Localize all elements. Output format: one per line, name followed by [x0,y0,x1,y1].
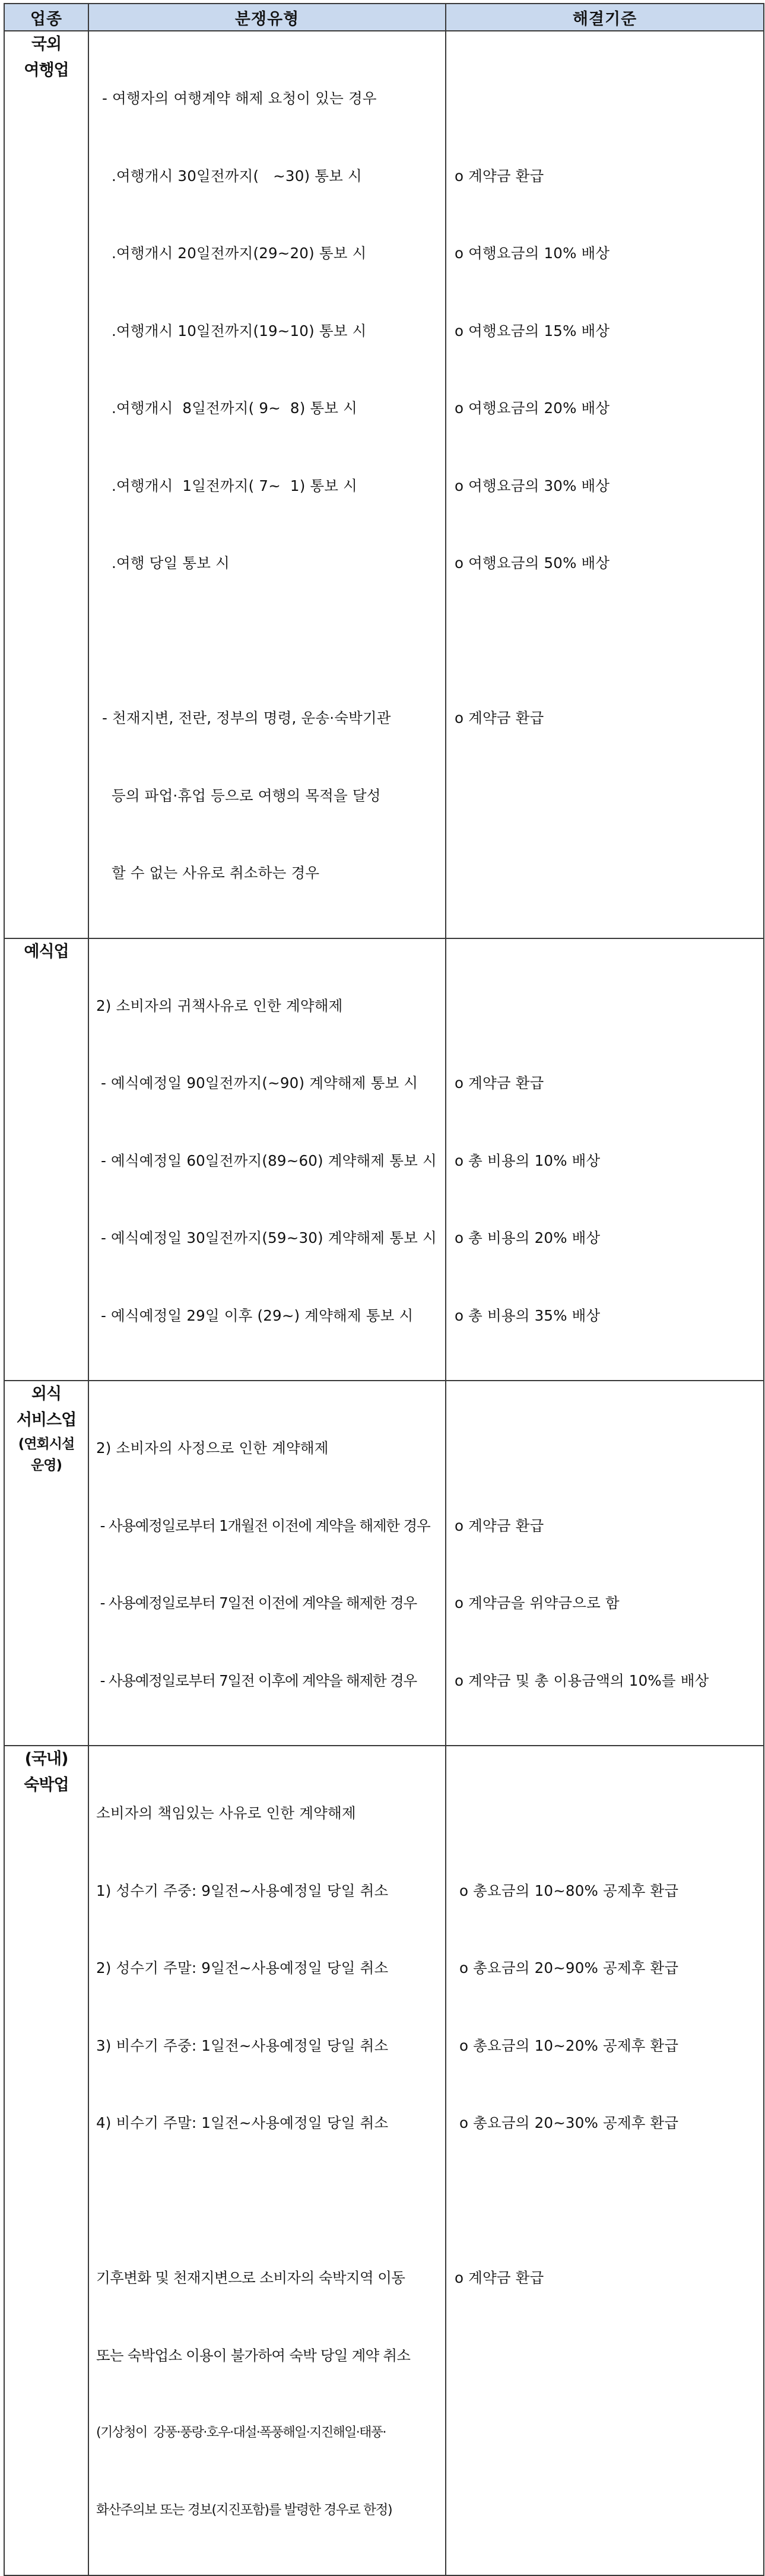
dispute-list [89,939,445,1381]
dispute-line: 화산주의보 또는 경보(지진포함)를 발령한 경우로 한정) [96,2502,392,2518]
resolution-line: o 계약금 환급 [455,1517,544,1534]
resolution-line: o 계약금 환급 [455,2269,544,2286]
resolution-line: o 계약금을 위약금으로 함 [455,1594,620,1611]
resolution-line: o 계약금 환급 [455,1074,544,1092]
header-resolution: 해결기준 [446,4,764,31]
dispute-line: 할 수 없는 사유로 취소하는 경우 [102,864,320,881]
dispute-line: (기상청이 강풍·풍랑·호우·대설·폭풍해일·지진해일·태풍· [96,2425,386,2440]
dispute-line: 2) 소비자의 사정으로 인한 계약해제 [96,1439,329,1457]
dispute-cell [88,31,446,938]
industry-label: 여행업 [24,61,69,80]
header-row [4,4,764,31]
table-row [4,1381,764,1746]
dispute-cell [88,938,446,1381]
industry-label: 국외 [31,35,62,53]
dispute-line: 3) 비수기 주중: 1일전~사용예정일 당일 취소 [96,2036,389,2054]
resolution-cell [446,1746,764,2575]
dispute-line: - 천재지변, 전란, 정부의 명령, 운송·숙박기관 [102,709,391,727]
resolution-line: o 여행요금의 20% 배상 [455,399,610,417]
resolution-cell [446,938,764,1381]
dispute-line: 소비자의 책임있는 사유로 인한 계약해제 [96,1804,356,1822]
dispute-line: - 예식예정일 29일 이후 (29~) 계약해제 통보 시 [96,1306,414,1324]
resolution-line: o 여행요금의 50% 배상 [455,554,610,572]
dispute-line: 또는 숙박업소 이용이 불가하여 숙박 당일 계약 취소 [96,2346,411,2364]
industry-label: 예식업 [24,942,69,961]
dispute-list [89,31,445,938]
resolution-line [455,1800,763,1826]
dispute-line: - 여행자의 여행계약 해제 요청이 있는 경우 [102,90,377,107]
industry-sublabel: (연회시설 [18,1436,75,1452]
resolution-line: o 여행요금의 30% 배상 [455,477,610,494]
dispute-line: - 사용예정일로부터 1개월전 이전에 계약을 해제한 경우 [96,1517,430,1534]
header-industry: 업종 [4,4,88,31]
resolution-line [455,1435,763,1461]
dispute-cell [88,1746,446,2575]
dispute-line: 2) 성수기 주말: 9일전~사용예정일 당일 취소 [96,1959,389,1977]
resolution-list [446,1746,763,2343]
dispute-line: 4) 비수기 주말: 1일전~사용예정일 당일 취소 [96,2114,389,2131]
resolution-line: o 총요금의 20~90% 공제후 환급 [455,1959,679,1977]
dispute-line: - 사용예정일로부터 7일전 이후에 계약을 해제한 경우 [96,1671,417,1689]
dispute-line: - 예식예정일 30일전까지(59~30) 계약해제 통보 시 [96,1229,437,1246]
resolution-line: o 총 비용의 35% 배상 [455,1306,601,1324]
resolution-line [455,85,763,112]
dispute-list [89,1381,445,1745]
resolution-line: o 총요금의 10~80% 공제후 환급 [455,1882,679,1899]
dispute-line: .여행개시 30일전까지( ~30) 통보 시 [102,167,362,185]
dispute-line: 2) 소비자의 귀책사유로 인한 계약해제 [96,997,343,1014]
resolution-line: o 총 비용의 10% 배상 [455,1151,601,1169]
resolution-list [446,31,763,783]
industry-cell [4,31,88,938]
resolution-line: o 총요금의 10~20% 공제후 환급 [455,2036,679,2054]
resolution-cell [446,31,764,938]
resolution-list [446,939,763,1381]
dispute-line: 등의 파업·휴업 등으로 여행의 목적을 달성 [102,786,381,804]
dispute-line: .여행개시 10일전까지(19~10) 통보 시 [102,322,367,340]
dispute-resolution-table [4,3,764,2576]
dispute-line: .여행개시 20일전까지(29~20) 통보 시 [102,245,367,262]
resolution-line: o 총요금의 20~30% 공제후 환급 [455,2114,679,2131]
resolution-line [455,993,763,1019]
industry-label: 서비스업 [16,1411,77,1429]
resolution-list [446,1381,763,1745]
resolution-line: o 총 비용의 20% 배상 [455,1229,601,1246]
dispute-line: 1) 성수기 주중: 9일전~사용예정일 당일 취소 [96,1882,389,1899]
industry-label: 외식 [31,1385,62,1403]
dispute-line: .여행개시 1일전까지( 7~ 1) 통보 시 [102,477,358,494]
header-dispute-type: 분쟁유형 [88,4,446,31]
dispute-line: .여행개시 8일전까지( 9~ 8) 통보 시 [102,399,358,417]
resolution-line: o 여행요금의 10% 배상 [455,245,610,262]
dispute-line: - 예식예정일 60일전까지(89~60) 계약해제 통보 시 [96,1151,437,1169]
dispute-cell [88,1381,446,1746]
table-row [4,1746,764,2575]
dispute-list [89,1746,445,2575]
industry-label: 숙박업 [24,1776,69,1794]
resolution-line: o 여행요금의 15% 배상 [455,322,610,340]
resolution-line: o 계약금 및 총 이용금액의 10%를 배상 [455,1671,709,1689]
industry-cell [4,938,88,1381]
dispute-line: - 예식예정일 90일전까지(~90) 계약해제 통보 시 [96,1074,418,1092]
industry-sublabel: 운영) [31,1458,62,1473]
table-row [4,938,764,1381]
table-row [4,31,764,938]
industry-label: (국내) [24,1750,68,1768]
dispute-line: - 사용예정일로부터 7일전 이전에 계약을 해제한 경우 [96,1594,417,1611]
industry-cell [4,1381,88,1746]
industry-cell [4,1746,88,2575]
resolution-line: o 계약금 환급 [455,167,544,185]
dispute-line: .여행 당일 통보 시 [102,554,230,572]
dispute-line: 기후변화 및 천재지변으로 소비자의 숙박지역 이동 [96,2269,405,2286]
resolution-line: o 계약금 환급 [455,709,544,727]
resolution-cell [446,1381,764,1746]
